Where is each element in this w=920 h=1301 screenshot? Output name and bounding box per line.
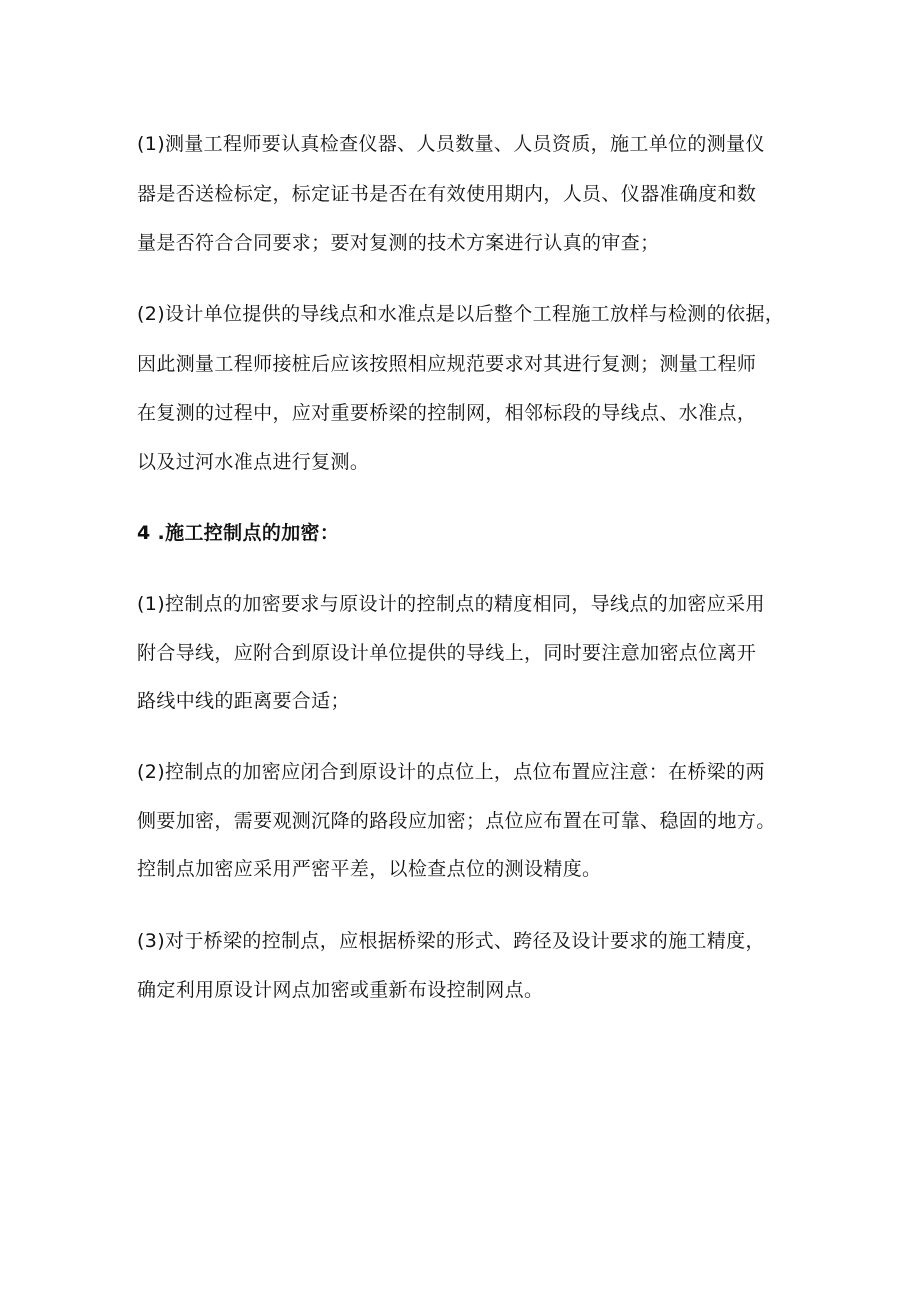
paragraph-2-line-4: 以及过河水准点进行复测。 bbox=[137, 451, 370, 473]
paragraph-4-line-2: 侧要加密，需要观测沉降的路段应加密；点位应布置在可靠、稳固的地方。 bbox=[137, 810, 776, 832]
paragraph-4-line-3: 控制点加密应采用严密平差，以检查点位的测设精度。 bbox=[137, 858, 602, 880]
paragraph-3-line-3: 路线中线的距离要合适； bbox=[137, 690, 350, 712]
paragraph-5-line-1: (3)对于桥梁的控制点，应根据桥梁的形式、跨径及设计要求的施工精度， bbox=[137, 930, 765, 952]
paragraph-2-line-1: (2)设计单位提供的导线点和水准点是以后整个工程施工放样与检测的依据， bbox=[137, 303, 785, 325]
paragraph-3-line-2: 附合导线，应附合到原设计单位提供的导线上，同时要注意加密点位离开 bbox=[137, 642, 757, 664]
paragraph-1-line-2: 器是否送检标定，标定证书是否在有效使用期内，人员、仪器准确度和数 bbox=[137, 183, 757, 205]
paragraph-5-line-2: 确定利用原设计网点加密或重新布设控制网点。 bbox=[137, 979, 544, 1001]
paragraph-4-line-1: (2)控制点的加密应闭合到原设计的点位上，点位布置应注意：在桥梁的两 bbox=[137, 761, 765, 783]
section-heading: 4 .施工控制点的加密： bbox=[137, 522, 340, 544]
paragraph-1-line-3: 量是否符合合同要求；要对复测的技术方案进行认真的审查； bbox=[137, 232, 660, 254]
paragraph-2-line-2: 因此测量工程师接桩后应该按照相应规范要求对其进行复测；测量工程师 bbox=[137, 353, 757, 375]
paragraph-3-line-1: (1)控制点的加密要求与原设计的控制点的精度相同，导线点的加密应采用 bbox=[137, 593, 765, 615]
paragraph-2-line-3: 在复测的过程中，应对重要桥梁的控制网，相邻标段的导线点、水准点， bbox=[137, 402, 757, 424]
paragraph-1-line-1: (1)测量工程师要认真检查仪器、人员数量、人员资质，施工单位的测量仪 bbox=[137, 133, 765, 155]
